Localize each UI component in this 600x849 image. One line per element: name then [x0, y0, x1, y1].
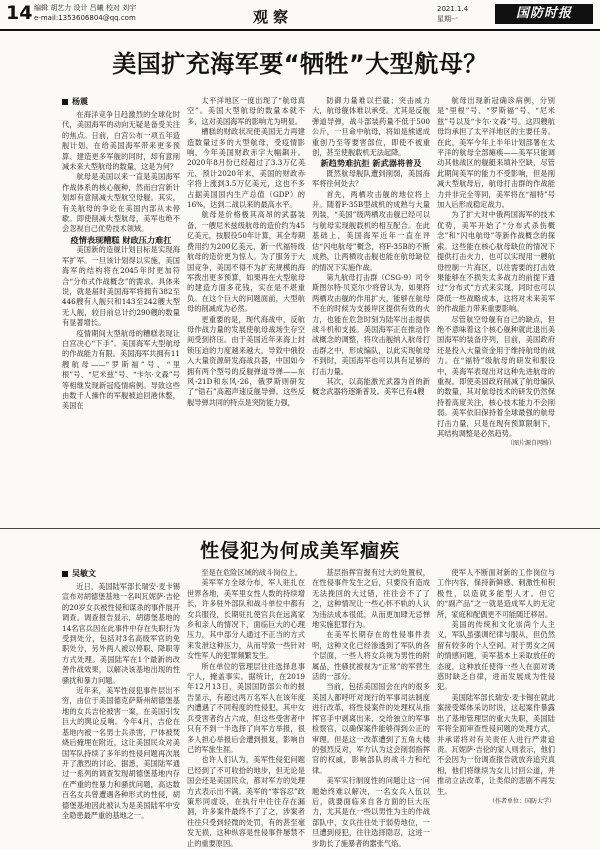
weekday-line: 星期一 [437, 15, 458, 23]
body-paragraph: 使军人不断面对新的工作岗位与工作内容，保持新鲜感、刺激性和积极性，以造就多能型人才。但它的“副产品”之一就是造成军人的无定所，家庭和配偶更不可能随迁移居。 [437, 568, 555, 619]
body-paragraph: 航母出现新冠确诊病例，分别是“里根”号、“罗斯福”号、“尼米兹”号以及“卡尔·文森”号。这四艘航母均承担了太平洋地区的主要任务。在此，美军今年上半年计划部署在太平洋的航母全部瘫痪——美军只能调动其他战区的舰艇来填补空缺，尽管此期间美军的能力不受影响，但是削减大型航母后，航母打击群的作战能力并非完全等同，美军将在“福特”号加入后形成稳定战力。 [437, 96, 555, 210]
newspaper-logo: 国防时报 [495, 4, 593, 24]
page-header [0, 0, 600, 30]
article1-column-4 [437, 96, 555, 522]
body-paragraph: 尽管航空母舰有自己的缺点，但绝不意味着这个核心舰种就此退出美国海军的装备序列，目前，美国政府还是投入大量资金用于维持航母的战力。在“福特”级航母的研发和服役中，美海军表现出对这种先进航母的重视。即使美国政府削减了航母编队的数量，其对航母技术的研发仍然保持着高度关注，核心技术能力不会削弱。美军依旧保持着全球最强的航母打击力量，只是在现有预算限制下，其结构调整是必然趋势。 [437, 314, 555, 438]
article2-column-1 [62, 582, 180, 822]
body-paragraph: 太平洋地区一度出现了“航母真空”。美国大型航母的数量本就不多，这对美国海军的影响尤为明显。 [187, 96, 305, 126]
editors-email: e-mail:1353606804@qq.com [34, 14, 136, 22]
body-paragraph: 在美军长期存在的性侵事件表明，这种文化已经渗透到了军队的各个层面，一些人将女兵视为男性的附属品，性骚扰被视为“正常”的军营生活的一部分。 [312, 630, 430, 682]
source-credit: （图片源自网络） [506, 440, 555, 448]
section-title: 观察 [253, 8, 294, 26]
body-paragraph: 近年来，美军性侵犯事件层出不穷，由位于美国德克萨斯州胡德堡基地的女兵吉伦被害一案，在美国引发巨大的舆论反响。今年4月，吉伦在基地内被一名男士兵杀害，尸体被焚烧后掩埋在附近，这让美国民众对美国军队持续了多年的性侵问题再次展开了激烈的讨论。据悉，美国陆军通过一系列的调查发现胡德堡基地内存在严重的性暴力和骚扰问题，高达数百名女兵曾遭遇各种形式的性侵，胡德堡基地因此被认为是美国陆军中安全隐患最严重的基地之一。 [62, 686, 180, 820]
article1-byline: 杨震 [62, 96, 88, 107]
body-paragraph: 美国陆军部长瑞安·麦卡锡在就此案接受媒体采访时说，这起案件暴露出了基地管理层的重大失职，美国陆军将全面审查性侵问题的处理方式，并承诺将对有关责任人进行严肃追责。瓦妮萨·吉伦的家人则表示，他们不会因为一份调查报告就放弃追究真相，他们将继续为女儿讨回公道，并推动立法改革，让类似的悲剧不再发生。 [437, 692, 555, 796]
body-paragraph: 所在单位的管理层往往选择息事宁人，掩盖事实。据统计，在2019年12月13日，美国国防部公布的报告显示，有超过两万名军人在该年度内遭遇了不同程度的性侵犯，其中女兵受害者约占六成，但这些受害者中只有不到一半选择了向军方举报，很多人担心举报后会遭到报复，影响自己的军旅生涯。 [187, 661, 305, 754]
body-paragraph: 更重要的是，现代海战中，反航母作战力量的发展使航母战场生存空间受到挤压。由于美国近年来海上封锁压迫的力度越来越大，导致中俄投入大量资源研发海战兵器，中国如今拥有两个型号的反舰弹道导弹——东风-21D和东风-26，俄罗斯则研发了“锆石”高超声速反舰导弹。这些反舰导弹共同的特点是突防能力强， [187, 314, 305, 407]
article2-byline: 吴敏文 [62, 568, 96, 579]
article1-column-1 [62, 110, 180, 522]
body-paragraph: 美军军方全球分布，军人驻扎在世界各地，美军里女性人数的持续增长，许多驻外部队和战斗单位中都有女兵服役，长期驻扎使官兵在远离家乡和亲人的情况下，面临巨大的心理压力，其中部分人通过不正当的方式来发泄这种压力，从而导致一些针对女性军人的犯罪频繁发生。 [187, 578, 305, 661]
editors-credit [34, 3, 136, 23]
body-paragraph: 至是在危险区域的战斗岗位上。 [201, 568, 303, 577]
body-paragraph: 也许人们认为，美军性侵犯问题已经到了不可收拾的地步，但无论是国会还是美国民众，都对军方的处理方式表示出不满。美军的“零容忍”政策形同虚设，在执行中往往存在漏洞，许多案件最终不了了之，涉案者往往只受到轻微的处罚，有的甚至毫发无损，这种纵容是性侵事件屡禁不止的重要原因。 [187, 755, 305, 848]
body-paragraph: 其次，以高能激光武器为首的新概念武器将逐渐普及。美军已有4艘 [312, 376, 430, 397]
date-line: 2021.1.4 [437, 5, 469, 13]
body-paragraph: 疫情期间大型航母的糟糕表现让白宫决心“下手”。美国海军大型航母的作战能力有限。美国海军共拥有11艘航母——“罗斯福”号、“里根”号、“尼米兹”号、“卡尔·文森”号等相继发现新冠疫情病例。导致这些由数千人操作的军舰被迫回港休整，美国在 [62, 328, 180, 411]
article2-column-3 [312, 568, 430, 848]
header-rule [0, 29, 600, 31]
issue-date [437, 4, 468, 24]
body-paragraph: 美军实行制度性的问题让这一问题始终难以解决，一名女兵入伍以后，就要面临来自各方面的巨大压力，尤其是在一些以男性为主的作战部队中，女兵往往处于弱势地位，一旦遭到侵犯，往往选择隐忍，这进一步助长了施暴者的嚣张气焰。 [312, 776, 430, 848]
body-paragraph: 防御力量难以拦截；突击威力大，航母舰体难以承受。尤其是反舰弹道导弹，战斗部装药量不低于500公斤，一旦命中航母，将如是熊遮成重创乃至等要害部位，即使不被重创，甚至使舰载机无法起降。 [312, 96, 430, 158]
body-paragraph: 近日，美国陆军部长瑞安·麦卡锡宣布对胡德堡基地一名叫瓦妮萨·吉伦的20岁女兵被性侵和谋杀的事件展开调查。调查报告显示，胡德堡基地的14名官兵因在此事件中存在失职行为受到处分，包括对3名高级军官的免职处分，另外两人被以停职、降职等方式处理。美国陆军在1个最新的改善作战效果，以解决该基地出现的性骚扰和暴力问题。 [62, 582, 180, 685]
body-paragraph: 在海洋竞争日趋激烈的全球化时代，美国海军的动向无疑是备受关注的焦点。日前，白宫公布一项五年造舰计划，在给美国海军带来更多预算、建造更多军舰的同时，却有意削减未来大型航母的数量，这是为何？ [62, 110, 180, 172]
subheading: 新趋势难抗拒 新武器将普及 [320, 158, 422, 169]
article1-column-2 [187, 96, 305, 522]
article2-column-2 [187, 568, 305, 848]
editors-line: 编辑 胡艺力 设计 吕曦 校对 刘宇 [34, 4, 137, 12]
body-paragraph: 基层指挥官握有过大的处置权，在性侵事件发生之后，只要没有造成无法挽回的大过错，往往会不了了之，这种情况让一些心怀不轨的人认为违法成本很低，从而更加肆无忌惮地实施犯罪行为。 [312, 568, 430, 630]
body-paragraph: 槽糕的财政状况使美国无力再建造数量过多的大型航母，受疫情影响，今年美国财政赤字大幅飙升。2020年8月份已经超过了3.3万亿美元，预计2020年末，美国的财政赤字将上涨到3.5万亿美元，这也不多占据美国国内生产总值（GDP）的16%，达到二战以来的最高水平。 [187, 127, 305, 210]
body-paragraph: 为了扩大对中俄两国海军的技术优势，美军开始了“分布式杀伤概念”和“闪电航母”等新作战概念的探索。这些能在核心航母缺位的情况下提供打击火力，也可以实现用一艘航母控制一片海区，以往需要的打击效果能够在不损失太多战力的前提下通过“分布式”方式来实现，同时也可以降低一些战略成本，这将对未来美军的作战能力带来重要影响。 [437, 210, 555, 314]
page-number: 14 [6, 2, 33, 24]
body-paragraph: 第九航母打击群（CSG-9）司令斯图尔特·贝克尔少将曾认为，如果将两栖攻击舰的作用扩大，能够在航母不在的时候为支援岸区提供有效的火力，也能在危急时刻为陆军出击提供战斗机和支援。美国海军正在推动作战概念的调整，将攻击舰纳入航母打击群之中，形成编队，以此实现航母不到时，美国海军也可以具有足够的打击力量。 [312, 272, 430, 376]
body-paragraph: 航母是价格极其高昂的武器装备，一艘尼米兹级航母的造价约为45亿美元，按服役50年计算，其全寿期费用约为200亿美元，新一代福特级航母的造价更为惊人。为了服务于大国竞争，美国不得不为扩充规模的海军拨出更多预算，如果再在大型航母的建造方面多花钱，实在是不堪重负。在这个巨大的问题面前，大型航母的削减成为必然。 [187, 210, 305, 314]
body-paragraph: 当前，包括美国国会在内的很多美国人都呼吁对现行的军事司法制度进行改革，将性侵案件的处理权从指挥官手中剥离出来，交给独立的军事检察官，以确保案件能够得到公正的审理。但是这一改革遭到了五角大楼的强烈反对，军方认为这会削弱指挥官的权威，影响部队的战斗力和纪律。 [312, 682, 430, 775]
body-paragraph: 美国新的造舰计划目标是实现海军扩军。一旦该计划得以实施，美国海军的结构将在2045年时更加符合“分布式作战概念”的需求。具体来说，就是届时美国海军将拥有382至446艘有人舰只和143至242艘大型无人舰，较目前总计约290艘的数量有显著增长。 [62, 245, 180, 328]
body-paragraph: 首先，两栖攻击舰的地位将上升。随着F-35B型战机的成熟与大量列装，“美国”级两栖攻击舰已经可以与航母实现舰载机的相互配合。在此基础上，美国海军近年一直在评估“闪电航母”概念，将F-35B的不断成熟，让两栖攻击舰也能在航母缺位的情况下实施作战。 [312, 189, 430, 272]
body-paragraph: 航母是美国以来一直是美国海军作战体系的核心舰种，然而白宫新计划却有意削减大型航空母舰。其实，有关航母的争论在美国内部从未停歇。即使削减大型航母，美军也绝不会忽视自己优势技术领域。 [62, 172, 180, 234]
article1-headline: 美国扩充海军要“牺牲”大型航母？ [112, 50, 488, 78]
article2-column-4 [437, 568, 555, 822]
body-paragraph: 美国的传统和文化崇尚个人主义，军队虽强调纪律与服从，但仍然留有较多的个人空间。对于男女之间的情感问题，美军基本上采取放任的态度，这种放任使得一些人在面对诱惑时缺乏自律，进而发展成为性侵犯。 [437, 620, 555, 692]
subheading: 疫情表现糟糕 财政压力难扛 [70, 234, 172, 245]
source-credit: （作者单位：国防大学） [488, 797, 555, 805]
article1-column-3 [312, 96, 430, 522]
body-paragraph: 既然航母舰队遭到削弱，美国海军将往何处去？ [312, 168, 430, 189]
article2-headline: 性侵犯为何成美军痼疾 [199, 540, 400, 562]
section-divider [0, 528, 600, 529]
